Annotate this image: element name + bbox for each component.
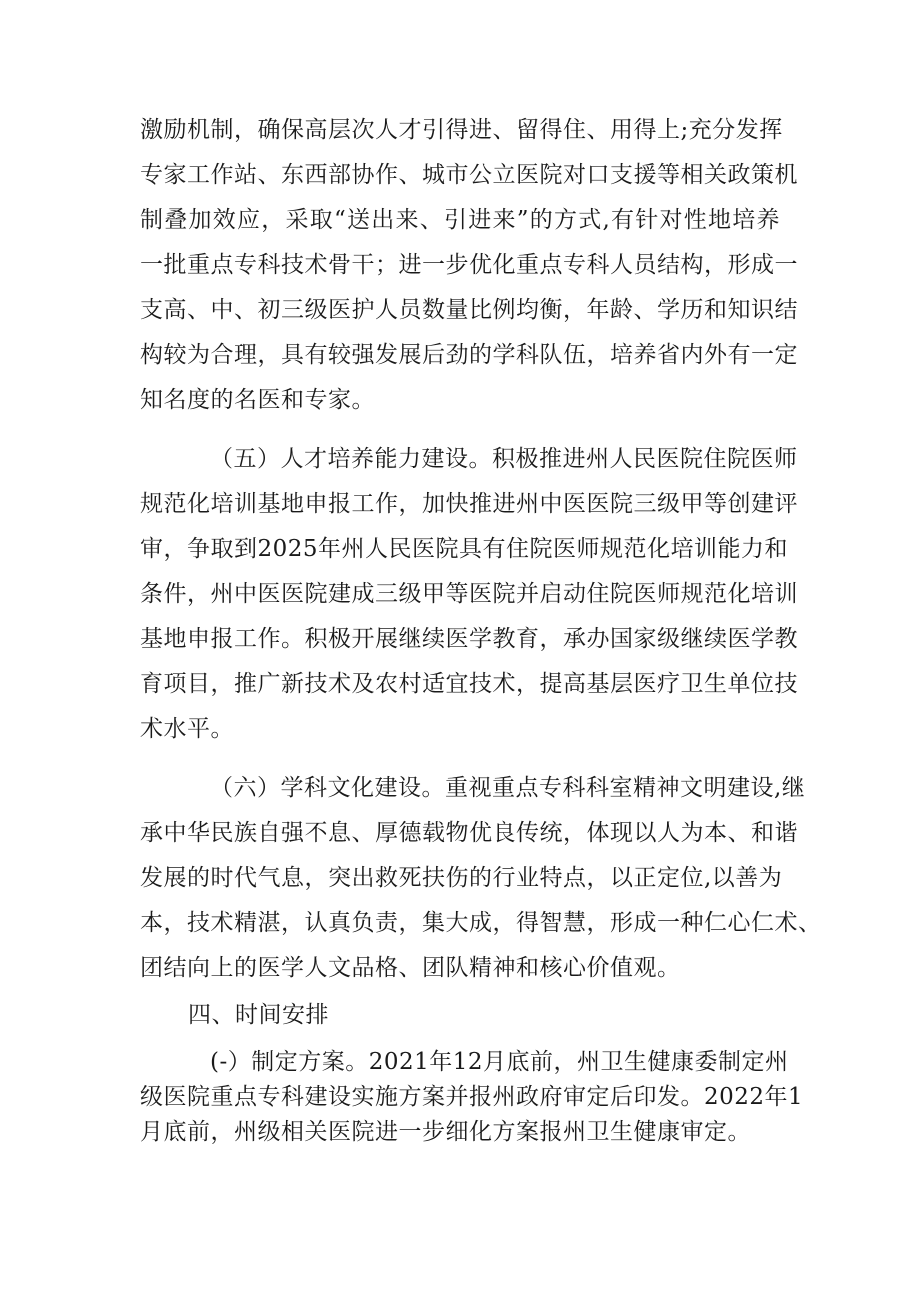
- paragraph-first-line: (-）制定方案。2021年12月底前，州卫生健康委制定州: [210, 1049, 789, 1075]
- paragraph-line: 专家工作站、东西部协作、城市公立医院对口支援等相关政策机: [140, 162, 798, 188]
- paragraph-line: 激励机制，确保高层次人才引得进、留得住、用得上;充分发挥: [140, 117, 783, 143]
- paragraph-line: 承中华民族自强不息、厚德载物优良传统，体现以人为本、和谐: [140, 820, 798, 846]
- paragraph-line: 本，技术精湛，认真负责，集大成，得智慧，形成一种仁心仁术、: [140, 910, 822, 936]
- paragraph-line: 育项目，推广新技术及农村适宜技术，提高基层医疗卫生单位技: [140, 671, 798, 697]
- paragraph-line: 知名度的名医和专家。: [140, 387, 375, 413]
- paragraph-line: 一批重点专科技术骨干；进一步优化重点专科人员结构，形成一: [140, 252, 798, 278]
- paragraph-line: 发展的时代气息，突出救死扶伤的行业特点，以正定位,以善为: [140, 865, 783, 891]
- paragraph-line: 制叠加效应，采取“送出来、引进来”的方式,有针对性地培养: [140, 207, 780, 233]
- paragraph-line: 月底前，州级相关医院进一步细化方案报州卫生健康审定。: [140, 1119, 751, 1145]
- paragraph-line: 支高、中、初三级医护人员数量比例均衡，年龄、学历和知识结: [140, 297, 798, 323]
- paragraph-line: 术水平。: [140, 716, 234, 742]
- paragraph-line: 规范化培训基地申报工作，加快推进州中医医院三级甲等创建评: [140, 491, 798, 517]
- paragraph-line: 构较为合理，具有较强发展后劲的学科队伍，培养省内外有一定: [140, 342, 798, 368]
- paragraph-line: 基地申报工作。积极开展继续医学教育，承办国家级继续医学教: [140, 626, 798, 652]
- paragraph-line: 条件，州中医医院建成三级甲等医院并启动住院医师规范化培训: [140, 581, 798, 607]
- paragraph-first-line: （六）学科文化建设。重视重点专科科室精神文明建设,继: [210, 775, 806, 801]
- paragraph-line: 审，争取到2025年州人民医院具有住院医师规范化培训能力和: [140, 536, 789, 562]
- section-heading: 四、时间安排: [188, 1002, 329, 1028]
- paragraph-line: 级医院重点专科建设实施方案并报州政府审定后印发。2022年1: [140, 1084, 804, 1110]
- paragraph-first-line: （五）人才培养能力建设。积极推进州人民医院住院医师: [210, 446, 798, 472]
- paragraph-line: 团结向上的医学人文品格、团队精神和核心价值观。: [140, 955, 681, 981]
